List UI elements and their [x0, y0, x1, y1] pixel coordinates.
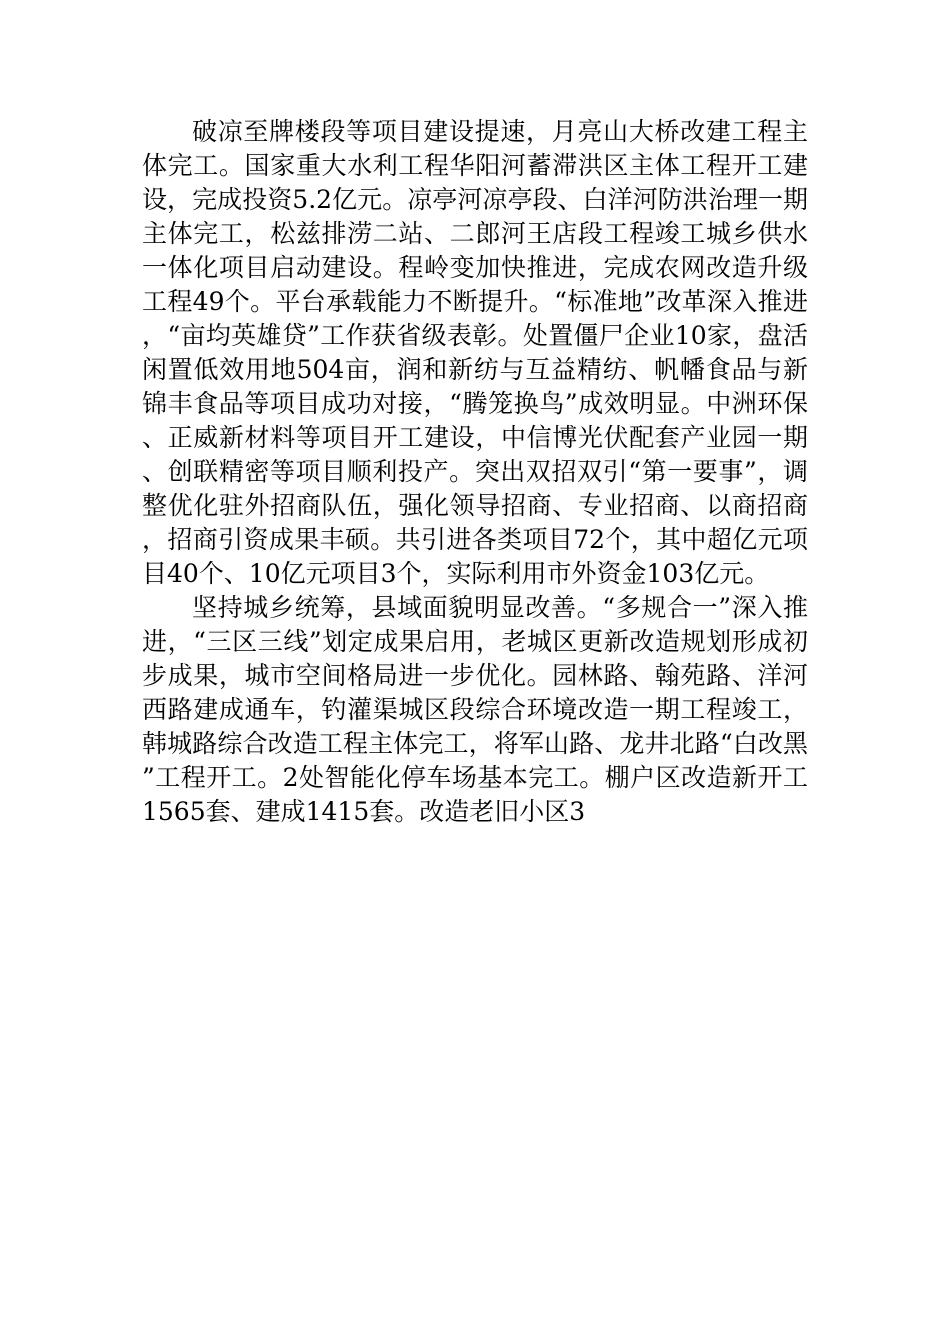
paragraph-2: 坚持城乡统筹，县域面貌明显改善。“多规合一”深入推进，“三区三线”划定成果启用，老城区更新改造规划形成初步成果，城市空间格局进一步优化。园林路、翰苑路、洋河西路建成通车，钓灌渠城区段综合环境改造一期工程竣工，韩城路综合改造工程主体完工，将军山路、龙井北路“白改黑”工程开工。2处智能化停车场基本完工。棚户区改造新开工1565套、建成1415套。改造老旧小区3 [142, 593, 808, 826]
document-body [142, 115, 808, 829]
paragraph-1: 破凉至牌楼段等项目建设提速，月亮山大桥改建工程主体完工。国家重大水利工程华阳河蓄滞洪区主体工程开工建设，完成投资5.2亿元。凉亭河凉亭段、白洋河防洪治理一期主体完工，松兹排涝二站、二郎河王店段工程竣工城乡供水一体化项目启动建设。程岭变加快推进，完成农网改造升级工程49个。平台承载能力不断提升。“标准地”改革深入推进，“亩均英雄贷”工作获省级表彰。处置僵尸企业10家，盘活闲置低效用地504亩，润和新纺与互益精纺、帆幡食品与新锦丰食品等项目成功对接，“腾笼换鸟”成效明显。中洲环保、正威新材料等项目开工建设，中信博光伏配套产业园一期、创联精密等项目顺利投产。突出双招双引“第一要事”，调整优化驻外招商队伍，强化领导招商、专业招商、以商招商，招商引资成果丰硕。共引进各类项目72个，其中超亿元项目40个、10亿元项目3个，实际利用市外资金103亿元。 [142, 117, 808, 588]
